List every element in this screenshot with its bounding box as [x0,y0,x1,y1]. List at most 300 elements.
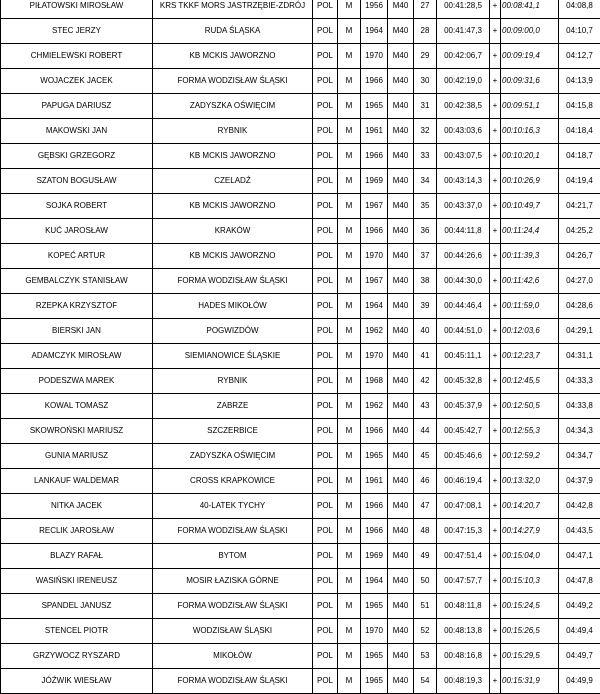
birth-year: 1970 [361,619,388,644]
club-name: HADES MIKOŁÓW [153,294,313,319]
time-behind-leader: 00:14:20,7 [501,494,559,519]
birth-year: 1966 [361,219,388,244]
runner-name: BLAZY RAFAŁ [1,544,153,569]
birth-year: 1965 [361,669,388,694]
table-row [1,0,600,19]
pace-per-km: 04:21,7 [559,194,600,219]
birth-year: 1965 [361,94,388,119]
pace-per-km: 04:28,6 [559,294,600,319]
finish-time: 00:48:11,8 [437,594,490,619]
time-behind-leader: 00:11:59,0 [501,294,559,319]
club-name: RYBNIK [153,369,313,394]
time-behind-leader: 00:12:55,3 [501,419,559,444]
sex: M [338,569,361,594]
birth-year: 1962 [361,394,388,419]
time-behind-leader: 00:12:59,2 [501,444,559,469]
pace-per-km: 04:26,7 [559,244,600,269]
category-place: 47 [414,494,437,519]
plus-sign: + [490,119,501,144]
birth-year: 1969 [361,544,388,569]
plus-sign: + [490,544,501,569]
birth-year: 1956 [361,0,388,19]
club-name: ZADYSZKA OŚWIĘCIM [153,94,313,119]
finish-time: 00:44:46,4 [437,294,490,319]
runner-name: SKOWROŃSKI MARIUSZ [1,419,153,444]
finish-time: 00:45:42,7 [437,419,490,444]
pace-per-km: 04:47,1 [559,544,600,569]
pace-per-km: 04:34,7 [559,444,600,469]
country-code: POL [313,594,338,619]
time-behind-leader: 00:10:20,1 [501,144,559,169]
pace-per-km: 04:34,3 [559,419,600,444]
country-code: POL [313,644,338,669]
pace-per-km: 04:08,8 [559,0,600,19]
club-name: ZABRZE [153,394,313,419]
runner-name: BIERSKI JAN [1,319,153,344]
club-name: FORMA WODZISŁAW ŚLĄSKI [153,669,313,694]
table-row [1,244,600,269]
age-category: M40 [388,569,414,594]
category-place: 43 [414,394,437,419]
birth-year: 1965 [361,644,388,669]
plus-sign: + [490,444,501,469]
time-behind-leader: 00:10:16,3 [501,119,559,144]
birth-year: 1964 [361,569,388,594]
plus-sign: + [490,169,501,194]
category-place: 45 [414,444,437,469]
table-row [1,294,600,319]
time-behind-leader: 00:10:49,7 [501,194,559,219]
plus-sign: + [490,619,501,644]
club-name: FORMA WODZISŁAW ŚLĄSKI [153,519,313,544]
runner-name: GUNIA MARIUSZ [1,444,153,469]
age-category: M40 [388,294,414,319]
sex: M [338,44,361,69]
sex: M [338,19,361,44]
table-row [1,519,600,544]
time-behind-leader: 00:11:42,6 [501,269,559,294]
finish-time: 00:43:14,3 [437,169,490,194]
category-place: 44 [414,419,437,444]
sex: M [338,0,361,19]
pace-per-km: 04:33,3 [559,369,600,394]
runner-name: SZATON BOGUSŁAW [1,169,153,194]
table-row [1,644,600,669]
country-code: POL [313,619,338,644]
table-row [1,94,600,119]
plus-sign: + [490,294,501,319]
table-row [1,394,600,419]
age-category: M40 [388,419,414,444]
sex: M [338,144,361,169]
age-category: M40 [388,269,414,294]
sex: M [338,269,361,294]
club-name: RYBNIK [153,119,313,144]
country-code: POL [313,319,338,344]
table-row [1,444,600,469]
category-place: 39 [414,294,437,319]
club-name: KRAKÓW [153,219,313,244]
club-name: POGWIZDÓW [153,319,313,344]
age-category: M40 [388,494,414,519]
time-behind-leader: 00:11:24,4 [501,219,559,244]
birth-year: 1965 [361,444,388,469]
birth-year: 1966 [361,69,388,94]
country-code: POL [313,369,338,394]
category-place: 46 [414,469,437,494]
runner-name: SOJKA ROBERT [1,194,153,219]
time-behind-leader: 00:15:10,3 [501,569,559,594]
time-behind-leader: 00:09:00,0 [501,19,559,44]
plus-sign: + [490,19,501,44]
sex: M [338,194,361,219]
runner-name: PIŁATOWSKI MIROSŁAW [1,0,153,19]
country-code: POL [313,244,338,269]
country-code: POL [313,94,338,119]
country-code: POL [313,269,338,294]
runner-name: KUĆ JAROSŁAW [1,219,153,244]
age-category: M40 [388,119,414,144]
finish-time: 00:43:07,5 [437,144,490,169]
table-row [1,544,600,569]
pace-per-km: 04:47,8 [559,569,600,594]
age-category: M40 [388,144,414,169]
finish-time: 00:47:57,7 [437,569,490,594]
category-place: 35 [414,194,437,219]
club-name: CZELADŹ [153,169,313,194]
country-code: POL [313,119,338,144]
pace-per-km: 04:27,0 [559,269,600,294]
finish-time: 00:46:19,4 [437,469,490,494]
table-row [1,669,600,694]
plus-sign: + [490,369,501,394]
pace-per-km: 04:13,9 [559,69,600,94]
sex: M [338,619,361,644]
table-row [1,469,600,494]
time-behind-leader: 00:14:27,9 [501,519,559,544]
age-category: M40 [388,169,414,194]
birth-year: 1961 [361,469,388,494]
time-behind-leader: 00:15:31,9 [501,669,559,694]
plus-sign: + [490,144,501,169]
finish-time: 00:44:11,8 [437,219,490,244]
pace-per-km: 04:49,4 [559,619,600,644]
table-row [1,44,600,69]
runner-name: PODESZWA MAREK [1,369,153,394]
country-code: POL [313,444,338,469]
age-category: M40 [388,219,414,244]
pace-per-km: 04:15,8 [559,94,600,119]
pace-per-km: 04:49,2 [559,594,600,619]
runner-name: WOJACZEK JACEK [1,69,153,94]
age-category: M40 [388,69,414,94]
runner-name: STEC JERZY [1,19,153,44]
age-category: M40 [388,44,414,69]
category-place: 54 [414,669,437,694]
finish-time: 00:44:26,6 [437,244,490,269]
finish-time: 00:41:47,3 [437,19,490,44]
plus-sign: + [490,69,501,94]
club-name: RUDA ŚLĄSKA [153,19,313,44]
club-name: WODZISŁAW ŚLĄSKI [153,619,313,644]
category-place: 30 [414,69,437,94]
table-row [1,344,600,369]
plus-sign: + [490,644,501,669]
table-row [1,269,600,294]
pace-per-km: 04:19,4 [559,169,600,194]
sex: M [338,344,361,369]
runner-name: GRZYWOCZ RYSZARD [1,644,153,669]
table-row [1,69,600,94]
sex: M [338,319,361,344]
sex: M [338,519,361,544]
country-code: POL [313,44,338,69]
birth-year: 1968 [361,369,388,394]
sex: M [338,244,361,269]
sex: M [338,644,361,669]
birth-year: 1964 [361,19,388,44]
club-name: BYTOM [153,544,313,569]
time-behind-leader: 00:10:26,9 [501,169,559,194]
pace-per-km: 04:31,1 [559,344,600,369]
runner-name: PAPUGA DARIUSZ [1,94,153,119]
birth-year: 1966 [361,419,388,444]
finish-time: 00:48:16,8 [437,644,490,669]
plus-sign: + [490,344,501,369]
runner-name: KOWAL TOMASZ [1,394,153,419]
category-place: 42 [414,369,437,394]
plus-sign: + [490,244,501,269]
country-code: POL [313,219,338,244]
age-category: M40 [388,94,414,119]
country-code: POL [313,419,338,444]
category-place: 36 [414,219,437,244]
country-code: POL [313,144,338,169]
birth-year: 1967 [361,194,388,219]
table-row [1,619,600,644]
pace-per-km: 04:42,8 [559,494,600,519]
birth-year: 1966 [361,144,388,169]
runner-name: WASIŃSKI IRENEUSZ [1,569,153,594]
age-category: M40 [388,594,414,619]
time-behind-leader: 00:09:19,4 [501,44,559,69]
finish-time: 00:44:30,0 [437,269,490,294]
finish-time: 00:45:46,6 [437,444,490,469]
birth-year: 1966 [361,519,388,544]
age-category: M40 [388,444,414,469]
category-place: 32 [414,119,437,144]
finish-time: 00:45:37,9 [437,394,490,419]
table-row [1,494,600,519]
club-name: FORMA WODZISŁAW ŚLĄSKI [153,269,313,294]
club-name: MIKOŁÓW [153,644,313,669]
table-row [1,594,600,619]
category-place: 48 [414,519,437,544]
country-code: POL [313,294,338,319]
birth-year: 1970 [361,244,388,269]
pace-per-km: 04:25,2 [559,219,600,244]
finish-time: 00:48:13,8 [437,619,490,644]
pace-per-km: 04:49,9 [559,669,600,694]
sex: M [338,94,361,119]
plus-sign: + [490,669,501,694]
pace-per-km: 04:18,4 [559,119,600,144]
country-code: POL [313,569,338,594]
time-behind-leader: 00:09:31,6 [501,69,559,94]
club-name: CROSS KRAPKOWICE [153,469,313,494]
birth-year: 1965 [361,594,388,619]
club-name: KB MCKIS JAWORZNO [153,194,313,219]
country-code: POL [313,344,338,369]
age-category: M40 [388,244,414,269]
finish-time: 00:44:51,0 [437,319,490,344]
birth-year: 1962 [361,319,388,344]
sex: M [338,469,361,494]
sex: M [338,594,361,619]
finish-time: 00:45:32,8 [437,369,490,394]
finish-time: 00:47:15,3 [437,519,490,544]
category-place: 41 [414,344,437,369]
club-name: FORMA WODZISŁAW ŚLĄSKI [153,594,313,619]
sex: M [338,494,361,519]
time-behind-leader: 00:09:51,1 [501,94,559,119]
plus-sign: + [490,0,501,19]
time-behind-leader: 00:08:41,1 [501,0,559,19]
finish-time: 00:42:06,7 [437,44,490,69]
country-code: POL [313,194,338,219]
birth-year: 1969 [361,169,388,194]
plus-sign: + [490,94,501,119]
plus-sign: + [490,319,501,344]
table-row [1,194,600,219]
birth-year: 1970 [361,344,388,369]
runner-name: KOPEĆ ARTUR [1,244,153,269]
plus-sign: + [490,569,501,594]
country-code: POL [313,669,338,694]
country-code: POL [313,394,338,419]
plus-sign: + [490,494,501,519]
category-place: 37 [414,244,437,269]
club-name: SZCZERBICE [153,419,313,444]
finish-time: 00:48:19,3 [437,669,490,694]
category-place: 31 [414,94,437,119]
category-place: 38 [414,269,437,294]
time-behind-leader: 00:12:03,6 [501,319,559,344]
runner-name: LANKAUF WALDEMAR [1,469,153,494]
runner-name: ADAMCZYK MIROSŁAW [1,344,153,369]
runner-name: NITKA JACEK [1,494,153,519]
category-place: 40 [414,319,437,344]
age-category: M40 [388,319,414,344]
age-category: M40 [388,469,414,494]
category-place: 29 [414,44,437,69]
plus-sign: + [490,44,501,69]
plus-sign: + [490,394,501,419]
pace-per-km: 04:33,8 [559,394,600,419]
age-category: M40 [388,0,414,19]
time-behind-leader: 00:15:24,5 [501,594,559,619]
club-name: MOSIR ŁAZISKA GÓRNE [153,569,313,594]
finish-time: 00:47:08,1 [437,494,490,519]
finish-time: 00:43:37,0 [437,194,490,219]
time-behind-leader: 00:15:29,5 [501,644,559,669]
club-name: KB MCKIS JAWORZNO [153,144,313,169]
sex: M [338,444,361,469]
table-row [1,144,600,169]
age-category: M40 [388,344,414,369]
runner-name: GĘBSKI GRZEGORZ [1,144,153,169]
age-category: M40 [388,619,414,644]
plus-sign: + [490,469,501,494]
finish-time: 00:45:11,1 [437,344,490,369]
age-category: M40 [388,669,414,694]
club-name: KRS TKKF MORS JASTRZĘBIE-ZDRÓJ [153,0,313,19]
plus-sign: + [490,219,501,244]
runner-name: STENCEL PIOTR [1,619,153,644]
birth-year: 1961 [361,119,388,144]
pace-per-km: 04:12,7 [559,44,600,69]
results-body [1,0,600,694]
sex: M [338,394,361,419]
sex: M [338,69,361,94]
category-place: 28 [414,19,437,44]
club-name: ZADYSZKA OŚWIĘCIM [153,444,313,469]
birth-year: 1970 [361,44,388,69]
age-category: M40 [388,394,414,419]
runner-name: GEMBALCZYK STANISŁAW [1,269,153,294]
club-name: FORMA WODZISŁAW ŚLĄSKI [153,69,313,94]
birth-year: 1967 [361,269,388,294]
plus-sign: + [490,594,501,619]
plus-sign: + [490,419,501,444]
sex: M [338,119,361,144]
age-category: M40 [388,369,414,394]
table-row [1,119,600,144]
country-code: POL [313,494,338,519]
table-row [1,19,600,44]
birth-year: 1966 [361,494,388,519]
country-code: POL [313,469,338,494]
finish-time: 00:47:51,4 [437,544,490,569]
country-code: POL [313,544,338,569]
country-code: POL [313,19,338,44]
category-place: 50 [414,569,437,594]
runner-name: CHMIELEWSKI ROBERT [1,44,153,69]
category-place: 33 [414,144,437,169]
plus-sign: + [490,194,501,219]
club-name: KB MCKIS JAWORZNO [153,244,313,269]
category-place: 49 [414,544,437,569]
time-behind-leader: 00:12:23,7 [501,344,559,369]
sex: M [338,219,361,244]
runner-name: RZEPKA KRZYSZTOF [1,294,153,319]
age-category: M40 [388,194,414,219]
pace-per-km: 04:49,7 [559,644,600,669]
age-category: M40 [388,519,414,544]
category-place: 53 [414,644,437,669]
table-row [1,319,600,344]
sex: M [338,294,361,319]
pace-per-km: 04:37,9 [559,469,600,494]
sex: M [338,419,361,444]
birth-year: 1964 [361,294,388,319]
time-behind-leader: 00:12:50,5 [501,394,559,419]
sex: M [338,169,361,194]
time-behind-leader: 00:15:26,5 [501,619,559,644]
pace-per-km: 04:43,5 [559,519,600,544]
finish-time: 00:41:28,5 [437,0,490,19]
age-category: M40 [388,644,414,669]
